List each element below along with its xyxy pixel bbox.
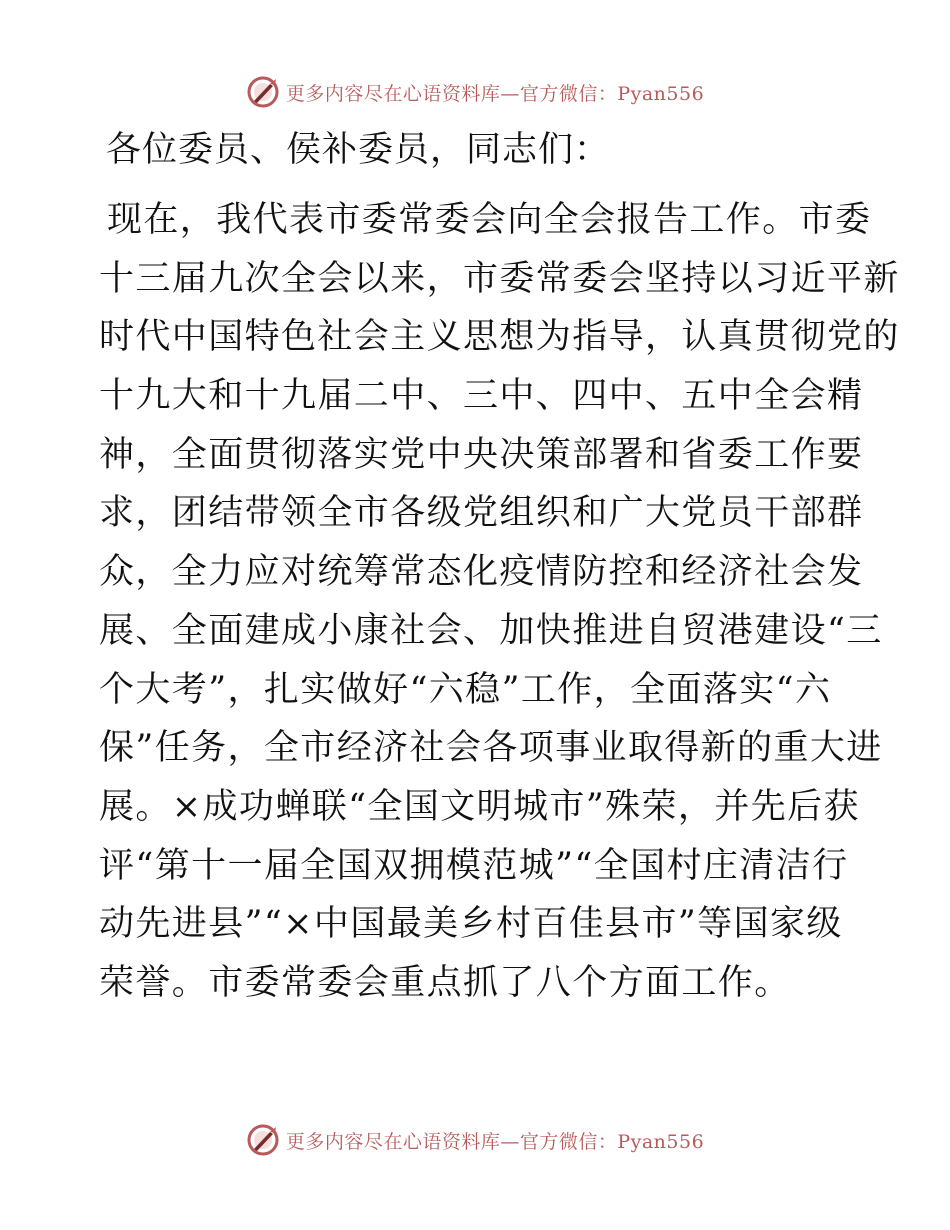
body-line: 动先进县”“×中国最美乡村百佳县市”等国家级 [99, 904, 843, 945]
body-line: 十九大和十九届二中、三中、四中、五中全会精 [99, 376, 864, 417]
body-line: 时代中国特色社会主义思想为指导，认真贯彻党的 [99, 317, 900, 358]
body-line: 荣誉。市委常委会重点抓了八个方面工作。 [99, 962, 791, 1003]
body-line: 神，全面贯彻落实党中央决策部署和省委工作要 [99, 434, 864, 475]
body-line: 现在，我代表市委常委会向全会报告工作。市委 [107, 200, 872, 240]
quill-pen-logo-icon [246, 75, 280, 109]
body-line: 评“第十一届全国双拥模范城”“全国村庄清洁行 [99, 845, 849, 886]
body-line: 求，团结带领全市各级党组织和广大党员干部群 [99, 493, 864, 534]
watermark-text: 更多内容尽在心语资料库—官方微信：Pyan556 [285, 1130, 705, 1153]
quill-pen-logo-icon [246, 1123, 280, 1157]
salutation: 各位委员、侯补委员，同志们： [106, 130, 611, 170]
footer-watermark [0, 1120, 950, 1160]
body-line: 十三届九次全会以来，市委常委会坚持以习近平新 [99, 258, 900, 299]
header-watermark [0, 72, 950, 112]
body-line: 保”任务，全市经济社会各项事业取得新的重大进 [99, 728, 883, 769]
body-line: 展。×成功蝉联“全国文明城市”殊荣，并先后获 [99, 786, 860, 827]
watermark-text: 更多内容尽在心语资料库—官方微信：Pyan556 [285, 82, 705, 105]
body-line: 展、全面建成小康社会、加快推进自贸港建设“三 [99, 610, 883, 651]
body-line: 个大考”，扎实做好“六稳”工作，全面落实“六 [99, 669, 832, 710]
body-line: 众，全力应对统筹常态化疫情防控和经济社会发 [99, 552, 864, 593]
report-body [99, 194, 900, 1016]
